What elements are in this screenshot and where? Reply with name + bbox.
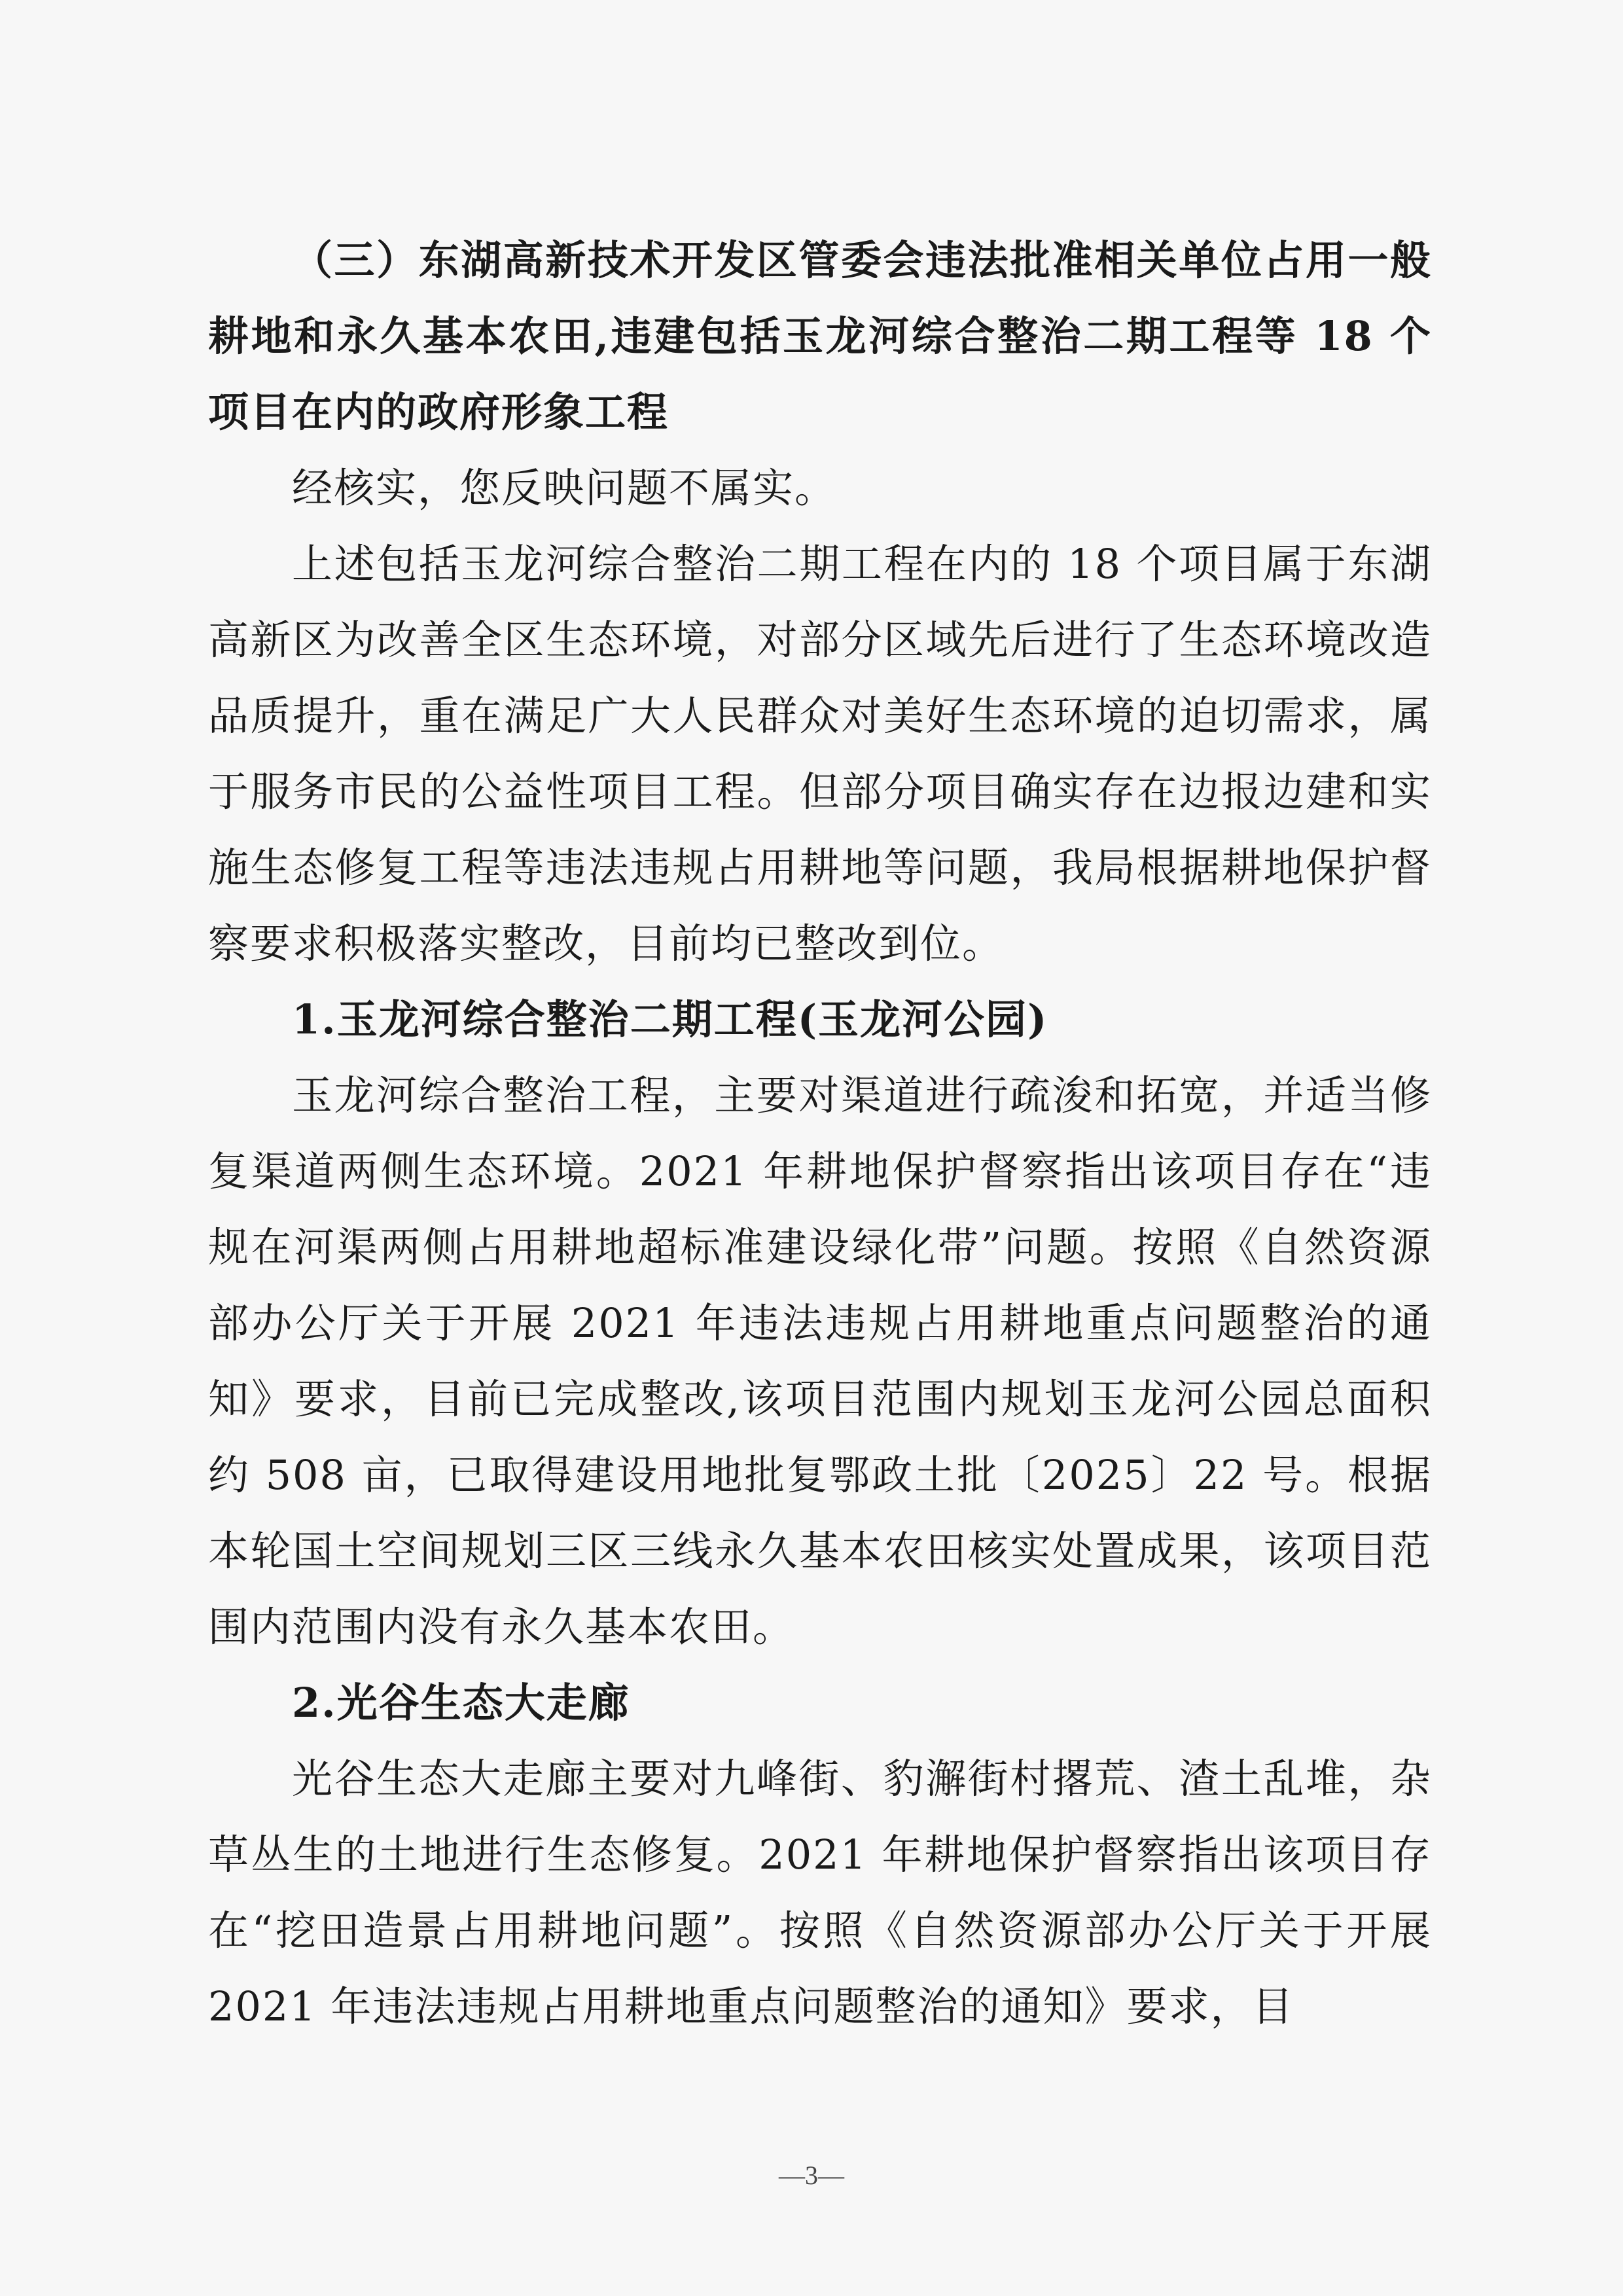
verdict-paragraph: 经核实，您反映问题不属实。 <box>292 464 837 512</box>
overview-paragraph: 上述包括玉龙河综合整治二期工程在内的 18 个项目属于东湖高新区为改善全区生态环境，对部分区域先后进行了生态环境改造品质提升，重在满足广大人民群众对美好生态环境的迫切需求，属于服务市民的公益性项目工程。但部分项目确实存在边报边建和实施生态修复工程等违法违规占用耕地等问题，我局根据耕地保护督察要求积极落实整改，目前均已整改到位。 <box>208 540 1432 967</box>
section-heading: （三）东湖高新技术开发区管委会违法批准相关单位占用一般耕地和永久基本农田,违建包括玉龙河综合整治二期工程等 18 个项目在内的政府形象工程 <box>208 236 1432 436</box>
item-title-guanggu: 2.光谷生态大走廊 <box>292 1679 630 1727</box>
item-title-yulonghe: 1.玉龙河综合整治二期工程(玉龙河公园) <box>292 996 1048 1043</box>
document-body <box>208 223 1432 2045</box>
item-body-guanggu: 光谷生态大走廊主要对九峰街、豹澥街村撂荒、渣土乱堆，杂草丛生的土地进行生态修复。2021 年耕地保护督察指出该项目存在“挖田造景占用耕地问题”。按照《自然资源部办公厅关于开展 2021 年违法违规占用耕地重点问题整治的通知》要求，目 <box>208 1755 1432 2030</box>
page-number: —3— <box>779 2161 844 2190</box>
item-body-yulonghe: 玉龙河综合整治工程，主要对渠道进行疏浚和拓宽，并适当修复渠道两侧生态环境。2021 年耕地保护督察指出该项目存在“违规在河渠两侧占用耕地超标准建设绿化带”问题。按照《自然资源部办公厅关于开展 2021 年违法违规占用耕地重点问题整治的通知》要求，目前已完成整改,该项目范围内规划玉龙河公园总面积约 508 亩，已取得建设用地批复鄂政土批〔2025〕22 号。根据本轮国土空间规划三区三线永久基本农田核实处置成果，该项目范围内范围内没有永久基本农田。 <box>208 1071 1432 1651</box>
